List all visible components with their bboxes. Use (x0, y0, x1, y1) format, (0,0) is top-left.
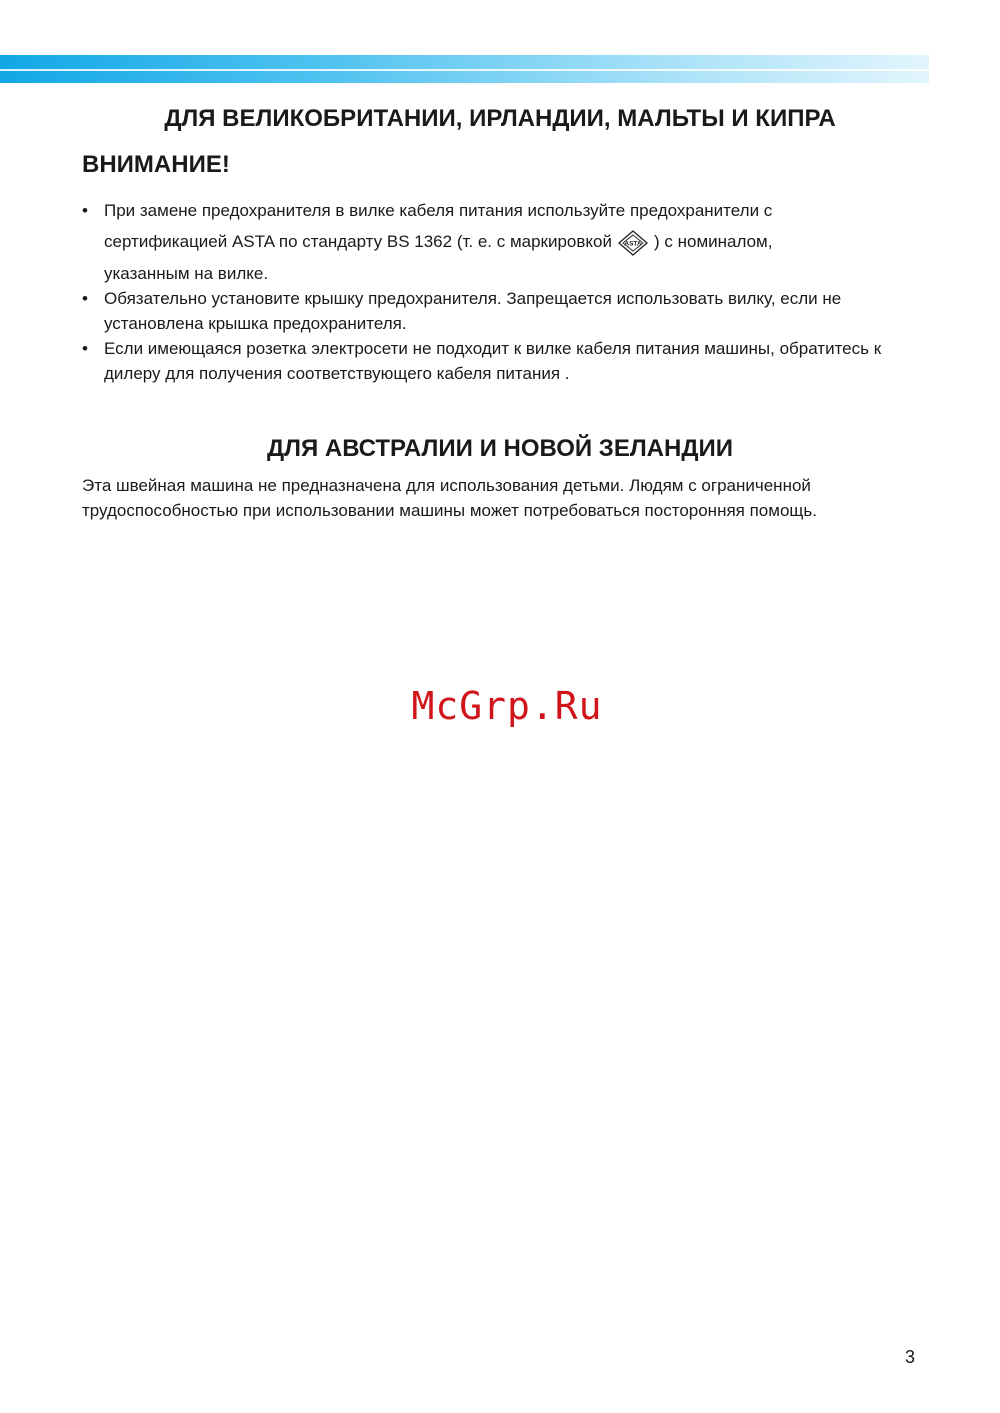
au-section-paragraph: Эта швейная машина не предназначена для использования детьми. Людям с ограниченной трудоспособностью при использовании машины может потребоваться посторонняя помощь. (82, 476, 817, 520)
header-band-line (0, 69, 929, 71)
bullet-dot: • (82, 201, 88, 220)
bullet-fuse-line3: указанным на вилке. (104, 264, 269, 283)
bullet-item-cover (82, 286, 912, 336)
bullet-fuse-line2-end: ) с номиналом, (654, 232, 773, 251)
bullet-fuse-line2-start: сертификацией ASTA по стандарту BS 1362 (т. е. с маркировкой (104, 232, 612, 251)
bullet-dot: • (82, 339, 88, 358)
bullet-item-socket (82, 336, 912, 386)
bullet-cover-text: Обязательно установите крышку предохранителя. Запрещается использовать вилку, если не установлена крышка предохранителя. (104, 289, 842, 333)
header-color-band (0, 55, 929, 83)
warning-bullet-list (82, 198, 912, 386)
watermark-text: McGrp.Ru (411, 684, 603, 728)
au-section-heading: ДЛЯ АВСТРАЛИИ И НОВОЙ ЗЕЛАНДИИ (267, 435, 733, 462)
bullet-item-fuse (82, 198, 912, 286)
page-number: 3 (905, 1347, 916, 1367)
bullet-dot: • (82, 289, 88, 308)
warning-title: ВНИМАНИЕ! (82, 151, 230, 178)
asta-mark-label: ASTA (624, 240, 642, 248)
asta-mark-icon (616, 229, 650, 257)
bullet-fuse-line2 (104, 223, 912, 261)
uk-section-heading: ДЛЯ ВЕЛИКОБРИТАНИИ, ИРЛАНДИИ, МАЛЬТЫ И КИПРА (164, 105, 836, 132)
bullet-fuse-line1: При замене предохранителя в вилке кабеля питания используйте предохранители с (104, 201, 773, 220)
bullet-socket-text: Если имеющаяся розетка электросети не подходит к вилке кабеля питания машины, обратитесь к дилеру для получения соответствующего кабеля питания . (104, 339, 882, 383)
